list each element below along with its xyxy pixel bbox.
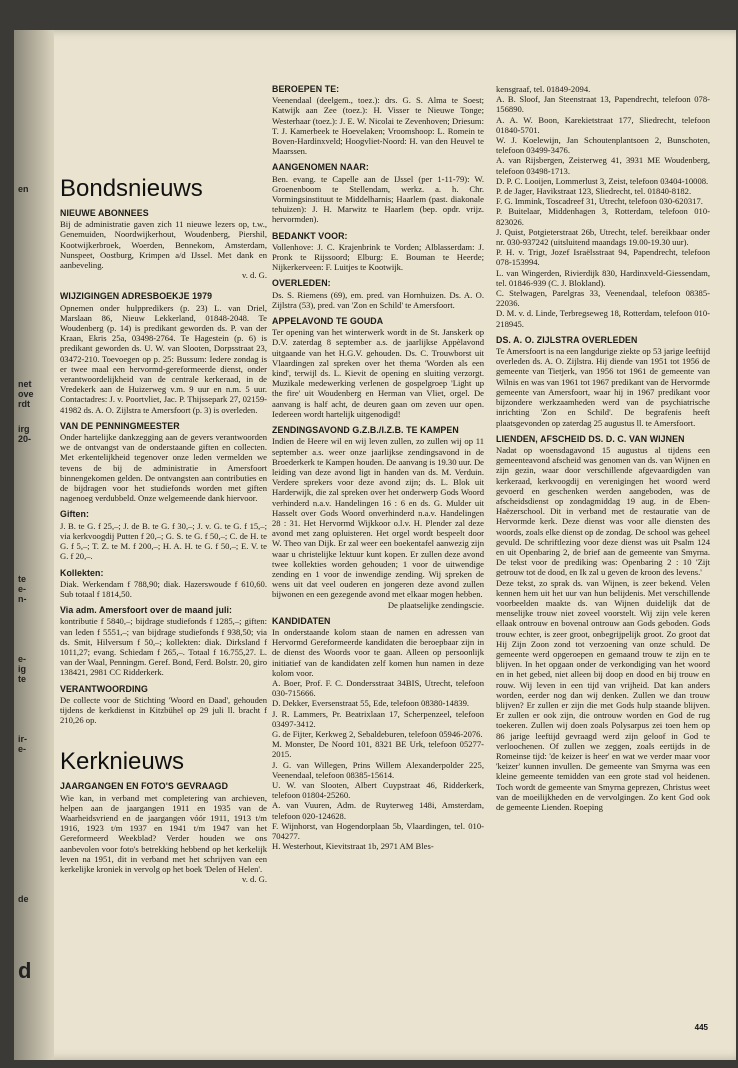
section-title-bondsnieuws: Bondsnieuws [60, 175, 203, 202]
heading-wijzigingen: WIJZIGINGEN ADRESBOEKJE 1979 [60, 291, 213, 302]
list-item: A. A. W. Boon, Karekietstraat 177, Sliedrecht, telefoon 01840-5701. [496, 114, 710, 135]
paragraph: Opnemen onder hulppredikers (p. 23) L. van Driel, Marslaan 86, Nieuw Lekkerland, 01848-2048. Te Woudenberg (p. 14) is predikant geworden ds. P. van der Kraan, Ekris 25a, 03498-2764. Te Hagestein (p. 6) is predikant geworden ds. U. W. van Slooten, Dorpsstraat 23, 03472-210. Toevoegen op p. 25: Bussum: Iedere zondag is er twee maal een hervormd-gereformeerde dienst, onder verantwoordelijkheid van de centrale kerkeraad, in de Vredekerk aan de Huizerweg v.m. 9 uur en n.m. 5 uur. Contactadres: J. v. Poortvliet, Jac. P. Thijssepark 27, 02159-41982 ds. A. O. Zijlstra te Amersfoort (p. 3) is overleden. [60, 302, 267, 415]
heading-giften: Giften: [60, 509, 90, 520]
paragraph: Nadat op woensdagavond 15 augustus al tijdens een gemeenteavond afscheid was genomen van ds. van Wijnen en zijn gezin, waar door verschillende afgevaardigden van kerkeraad, kerkvoogdij en verenigingen het woord werd gevoerd en geschenken werden aangeboden, was de afscheidsdienst op zondagmiddag 19 aug. in de Eben-Haëzerschool. Dit in verband met de restauratie van de Hervormde kerk. Deze dienst was voor alle diensten des woords, zoals elke dienst op de zondag. De school was geheel gevuld. De schriftlezing voor deze dienst was uit Psalm 124 en uit Openbaring 2, de brief aan de gemeente van Smyrna. De tekst voor de prediking was: Openbaring 2 : 10 'Zijt getrouw tot de dood, en Ik zal u geven de kroon des levens.' [496, 444, 710, 578]
gutter-fragment: net [18, 379, 32, 389]
gutter-fragment: rdt [18, 399, 30, 409]
gutter-fragment: d [18, 958, 32, 983]
gutter-fragment: e- [18, 584, 27, 594]
column-middle [272, 84, 484, 851]
list-item: G. de Fijter, Kerkweg 2, Sebaldeburen, telefoon 05946-2076. [272, 728, 483, 739]
signature: v. d. G. [242, 874, 267, 885]
signature: v. d. G. [242, 270, 267, 281]
heading-zijlstra: DS. A. O. ZIJLSTRA OVERLEDEN [496, 334, 638, 345]
heading-nieuwe-abonnees: NIEUWE ABONNEES [60, 208, 149, 218]
list-item: U. W. van Slooten, Albert Cuypstraat 46, Ridderkerk, telefoon 01804-25260. [272, 780, 484, 801]
paragraph: In onderstaande kolom staan de namen en adressen van Hervormd Gereformeerde kandidaten die beroepbaar zijn in de dienst des Woords voor te gaan. Alleen op persoonlijk initiatief van de kandidaten zelf komen hun namen in deze kolom voor. [272, 626, 484, 678]
gutter-fragment: e- [18, 654, 27, 664]
list-item: P. Buitelaar, Middenhagen 3, Rotterdam, telefoon 010-823026. [496, 206, 710, 227]
list-item: H. Westerhout, Kievitstraat 1b, 2971 AM Bles- [272, 841, 434, 852]
heading-kandidaten: KANDIDATEN [272, 615, 331, 626]
list-item: A. Boer, Prof. F. C. Dondersstraat 34BIS, Utrecht, telefoon 030-715666. [272, 677, 484, 699]
list-item: F. Wijnhorst, van Hogendorplaan 5b, Vlaardingen, tel. 010-704277. [272, 820, 484, 842]
list-item: F. G. Immink, Toscadreef 31, Utrecht, telefoon 030-620317. [496, 196, 703, 207]
gutter-fragment: en [18, 184, 29, 194]
gutter-fragment: ig [18, 664, 26, 674]
paragraph: De collecte voor de Stichting 'Woord en Daad', gehouden tijdens de kerkdienst in Kitzbühel op 29 juli ll. bracht f 210,26 op. [60, 694, 267, 726]
list-item: kensgraaf, tel. 01849-2094. [496, 84, 591, 94]
heading-penningmeester: VAN DE PENNINGMEESTER [60, 420, 180, 431]
heading-verantwoording: VERANTWOORDING [60, 683, 148, 694]
heading-appelavond: APPELAVOND TE GOUDA [272, 316, 384, 327]
heading-overleden: OVERLEDEN: [272, 278, 331, 289]
magazine-page [14, 30, 736, 1060]
list-item: A. B. Sloof, Jan Steenstraat 13, Papendrecht, telefoon 078-156890. [496, 94, 710, 115]
heading-zendingsavond: ZENDINGSAVOND G.Z.B./I.Z.B. TE KAMPEN [272, 425, 459, 436]
paragraph: Ds. S. Riemens (69), em. pred. van Hornhuizen. Ds. A. O. Zijlstra (53), pred. van 'Zon en Schild' te Amersfoort. [272, 289, 484, 310]
list-item: M. Monster, De Noord 101, 8321 BE Urk, telefoon 05277-2015. [272, 739, 484, 760]
signature: De plaatselijke zendingscie. [387, 599, 484, 610]
paragraph: Onder hartelijke dankzegging aan de gevers verantwoorden we de ontvangst van de onderstaande giften en collecten. Met erkentelijkheid tegenover onze leden vermelden we tevens de bij de administratie in Amersfoort binnengekomen gelden. De ontvangsten aan contributies en de bijdragen voor het studiefonds worden met giften nagenoeg verdubbeld. Onze welgemeende dank hiervoor. [60, 432, 267, 504]
heading-beroepen: BEROEPEN TE: [272, 84, 340, 94]
gutter-fragment: n- [18, 594, 27, 604]
heading-bedankt: BEDANKT VOOR: [272, 230, 348, 241]
paragraph: Veenendaal (deelgem., toez.): drs. G. S. Alma te Soest; Katwijk aan Zee (toez.): H. Visser te Nieuwe Tonge; Westerhaar (toez.): J. E. W. Nicolai te Zevenhoven; Driesum: T. J. Kamerbeek te Hoevelaken; Vroomshoop: L. Romein te Boven-Hardinxveld; Hoogvliet-Noord: H. van den Heuvel te Maarssen. [272, 95, 484, 157]
list-item: J. Quist, Potgieterstraat 26b, Utrecht, telef. bereikbaar onder nr. 030-937242 (uitsluitend maandags 19.00-19.30 uur). [496, 226, 710, 248]
section-title-kerknieuws: Kerknieuws [60, 748, 185, 776]
paragraph: Wie kan, in verband met completering van archieven, helpen aan de jaargangen 1911 en 1935 van de Waarheidsvriend en de jaargangen vóór 1911, 1913 t/m 1916, 1923 t/m 1937 en 1941 t/m 1947 van het Gereformeerd Weekblad? Verder houden we ons aanbevolen voor foto's betrekking hebbend op het kerkelijk leven na 1951, dit in verband met het schrijven van een kerkelijke kroniek in vervolg op het boek 'Delen of Helen'. [60, 792, 267, 874]
list-item: D. M. v. d. Linde, Terbregseweg 18, Rotterdam, telefoon 010-218945. [496, 308, 710, 329]
heading-via-adm: Via adm. Amersfoort over de maand juli: [60, 605, 233, 616]
paragraph: Ben. evang. te Capelle aan de IJssel (per 1-11-79): W. Groenenboom te Stellendam, werkz. a. h. Chr. Vormingsinstituut te Middelharnis; Haarlem (past. diakonale tehuizen): J. H. Marwitz te Haarlem (bep. opdr. vrijz. hervormden). [272, 173, 484, 225]
gutter-fragment: de [18, 894, 29, 904]
gutter-fragment: ove [18, 389, 34, 399]
paragraph: Bij de administratie gaven zich 11 nieuwe lezers op, t.w., Genemuiden, Noordwijkerhout, Woudenberg, Piershil, Kootwijkerbroek, Woerden, Bennekom, Amsterdam, Nunspeet, Oostburg, Krimpen a/d IJssel. Met dank en aanbeveling. [60, 219, 267, 271]
column-right [496, 84, 710, 812]
paragraph: Deze tekst, zo sprak ds. van Wijnen, is zeer bekend. Velen kennen hem uit het uur van hun belijdenis. Met verschillende voorbeelden maakte ds. van Wijnen duidelijk dat de menselijke trouw niet zoveel voorstelt. Wij zijn vele keren ellaak ontrouw en bovenal ontrouw aan Gods geboden. Gods trouw echter, is zeer groot, onbegrijpelijk groot. Zo groot dat Hij Zijn Zoon zond tot verzoening van onze schuld. De gemeente werd opgeroepen en gemaand trouw te zijn en te blijven. In het opgaan onder de verkondiging van het woord en in het gebed, niet alleen bij doop en dood en bij trouw en rouw. Wij leven in een tijd van vrijheid. Dat kan anders worden, eerder nog dan wij denken. Zullen we dan trouw blijven? Er zullen er zijn die met Gods hulp staande blijven. Er zullen er ook zijn, die ontrouw worden en God de rug toekeren. Zullen wij doen zoals Polysarpus zei toen hem op 86 jarige leeftijd gevraagd werd zijn geloof in God te verloochenen. Of zullen we zeggen, zoals eertijds in de Romeinse tijd: 'de keizer is heer' en wat we verder maar voor 'keizer' kunnen invullen. De gemeente van Smyrna was een kleine gemeente temidden van een grote stad vol heidenen. Toch wordt de gemeente van Smyrna geprezen, Christus weet van de moeilijkheden en de vervolgingen. Zo kent God ook de gemeente Lienden. Roeping [496, 577, 710, 813]
list-item: A. van Vuuren, Adm. de Ruyterweg 148i, Amsterdam, telefoon 020-124628. [272, 800, 484, 821]
gutter-fragment: 20- [18, 434, 32, 444]
gutter-fragment: te [18, 674, 27, 684]
heading-aangenomen: AANGENOMEN NAAR: [272, 162, 369, 173]
list-item: P. H. v. Trigt, Jozef Israëlsstraat 94, Papendrecht, telefoon 078-153994. [496, 247, 710, 268]
gutter-fragment: e- [18, 744, 27, 754]
heading-jaargangen: JAARGANGEN EN FOTO'S GEVRAAGD [60, 781, 229, 792]
paragraph: Diak. Werkendam f 788,90; diak. Hazerswoude f 610,60. Sub totaal f 1814,50. [60, 578, 267, 599]
column-left [60, 84, 267, 884]
heading-lienden: LIENDEN, AFSCHEID DS. D. C. VAN WIJNEN [496, 433, 685, 444]
gutter-fragment: irg [18, 424, 30, 434]
page-number: 445 [694, 1023, 708, 1032]
list-item: W. J. Koelewijn, Jan Schoutenplantsoen 2, Bunschoten, telefoon 03499-3476. [496, 135, 710, 156]
paragraph: Te Amersfoort is na een langdurige ziekte op 53 jarige leeftijd overleden ds. A. O. Zijlstra. Hij diende van 1951 tot 1956 de gemeente van Tietjerk, van 1956 tot 1961 de gemeente van Wilnis en was van 1961 tot 1967 predikant van de Hervormde gemeente van Amersfoort, waar hij in 1967 predikant voor bijzondere werkzaamheden werd van de psychiatrische inrichting 'Zon en Schild'. De begrafenis heeft plaatsgevonden op zaterdag 25 augustus ll. te Amersfoort. [496, 346, 710, 428]
list-item: A. van Rijsbergen, Zeisterweg 41, 3931 ME Woudenberg, telefoon 03498-1713. [496, 155, 710, 176]
adjacent-page-gutter [14, 30, 54, 1060]
paragraph: Vollenhove: J. C. Krajenbrink te Vorden; Alblasserdam: J. Pronk te Rijssoord; Elburg: E. Bouman te Heerde; Nijkerkerveen: F. Luitjes te Kootwijk. [272, 241, 484, 273]
list-item: D. P. C. Looijen, Lommerlust 3, Zeist, telefoon 03404-10008. [496, 175, 709, 186]
list-item: C. Stelwagen, Parelgras 33, Veenendaal, telefoon 08385-22036. [496, 288, 710, 309]
paragraph: Ter opening van het winterwerk wordt in de St. Janskerk op D.V. zaterdag 8 september a.s. de jaarlijkse Appèlavond uitgaande van het H.G.V. gehouden. Ds. C. Trouwborst uit Vlaardingen zal spreken over het thema 'Worden als een kind', terwijl ds. L. Kievit de opening en sluiting verzorgt. Muzikale medewerking verlenen de gospelgroep 'Light up the fire' uit Woudenberg en Herman van Vliet, orgel. De aanvang is half acht, de deuren gaan om zeven uur open. Iedereen wordt hartelijk uitgenodigd! [272, 327, 484, 419]
list-item: J. G. van Willegen, Prins Willem Alexanderpolder 225, Veenendaal, telefoon 08385-15614. [272, 759, 484, 780]
paragraph: J. B. te G. f 25,–; J. de B. te G. f 30,–; J. v. G. te G. f 15,–; via kerkvoogdij Putten f 20,–; G. S. te G. f 50,–; C. de H. te G. f 5,–; T. Z. te M. f 200,–; H. A. H. te G. f 50,–; E. V. te G. f 20,–. [60, 520, 267, 562]
list-item: J. R. Lammers, Pr. Beatrixlaan 17, Scherpenzeel, telefoon 03497-3412. [272, 708, 484, 729]
gutter-fragment: ir- [18, 734, 27, 744]
gutter-fragment: te [18, 574, 27, 584]
paragraph: kontributie f 5840,–; bijdrage studiefonds f 1285,–; giften: van leden f 5551,–; van bijdrage studiefonds f 938,50; via ds. Smit, Hilversum f 50,–; kollekten: diak. Dirksland f 1011,27; evang. Schiedam f 265,–. Totaal f 16.755,27. L. van der Waal, Penningm. Geref. Bond, Ferd. Bolstr. 20, giro 138421, 2981 CC Ridderkerk. [60, 616, 267, 678]
list-item: P. de Jager, Havikstraat 123, Sliedrecht, tel. 01840-8182. [496, 186, 692, 197]
paragraph: Indien de Heere wil en wij leven zullen, zo zullen wij op 11 september a.s. weer onze jaarlijkse zendingsavond in de Broederkerk te Kampen houden. De aanvang is 19.30 uur. De leiding van deze avond ligt in handen van ds. M. Verduin. Verdere sprekers voor deze avond zijn; ds. L. Blok uit Harderwijk, die zal spreken over het onderwerp Gods Woord verhinderd n.a.v. Handelingen 16 : 6 en ds. G. Mulder uit Hasselt over Gods Woord onverhinderd n.a.v. Handelingen 28 : 31. Het Hervormd Wijkkoor o.l.v. H. Plender zal deze avond met zang opluisteren. Het orgel wordt bespeelt door W. Theo van Dijk. Er zal weer een boekentafel aanwezig zijn waar u christelijke lektuur kunt kopen. Er zullen deze avond twee kollekties worden gehouden; 1 voor de uitwendige zending en 1 voor de inwendige zending. Wij spreken de wens uit dat veel ouderen en jongeren deze avond zullen bijwonen en een gezegende avond met elkaar mogen hebben. [272, 436, 484, 600]
list-item: D. Dekker, Eversenstraat 55, Ede, telefoon 08380-14839. [272, 698, 470, 709]
list-item: L. van Wingerden, Rivierdijk 830, Hardinxveld-Giessendam, tel. 01846-939 (C. J. Blokland). [496, 267, 710, 288]
heading-kollekten: Kollekten: [60, 567, 104, 578]
